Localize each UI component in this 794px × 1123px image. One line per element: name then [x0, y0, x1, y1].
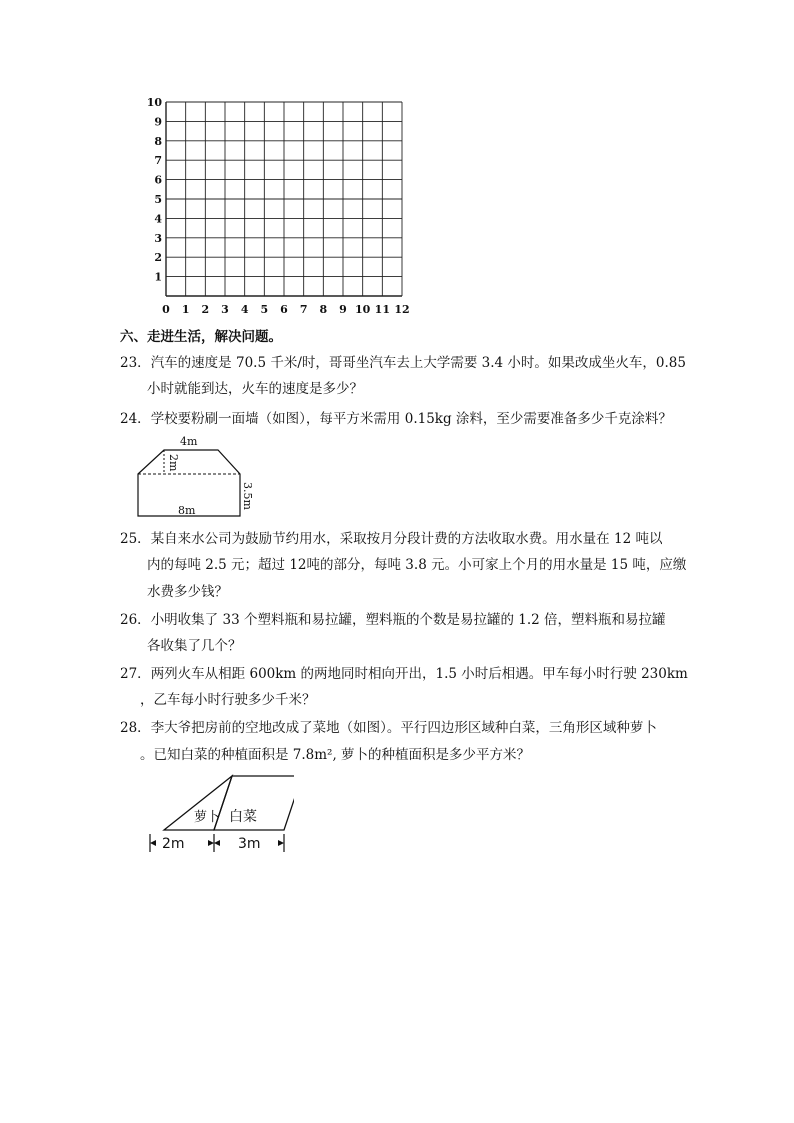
grid-x-label: 9: [339, 303, 347, 316]
grid-y-label: 8: [154, 134, 162, 148]
problem-25-number: 25．: [120, 531, 151, 547]
grid-x-label: 12: [394, 303, 410, 316]
problem-27-line-2: ，乙车每小时行驶多少千米？: [140, 692, 316, 708]
dim-arrow: [278, 840, 284, 846]
problem-23-line-2: 小时就能到达，火车的速度是多少？: [147, 381, 363, 397]
grid-y-label: 4: [154, 212, 162, 226]
grid-x-label: 5: [260, 303, 269, 316]
grid-y-label: 9: [154, 115, 162, 129]
grid-x-label: 8: [319, 303, 328, 316]
problem-28-line-1: 28．李大爷把房前的空地改成了菜地（如图）。平行四边形区域种白菜，三角形区域种萝卜: [120, 720, 657, 736]
grid-x-label: 11: [374, 303, 390, 316]
grid-x-labels: [162, 303, 409, 316]
grid-y-label: 6: [154, 173, 162, 187]
problem-28-number: 28．: [120, 720, 151, 736]
wall-height-label: 2m: [167, 454, 180, 472]
grid-x-label: 10: [355, 303, 371, 316]
problem-23-line-1: 23．汽车的速度是 70.5 千米/时，哥哥坐汽车去上大学需要 3.4 小时。如果改成坐火车，0.85: [120, 355, 686, 371]
section-heading: 六、走进生活，解决问题。: [120, 329, 282, 345]
grid-y-labels: [147, 96, 163, 284]
problem-23-number: 23．: [120, 355, 151, 371]
grid-x-label: 6: [280, 303, 288, 316]
garden-right-dim: 3m: [238, 836, 261, 852]
problem-25-line-3: 水费多少钱？: [147, 584, 228, 600]
problem-27-line-1: 27．两列火车从相距 600km 的两地同时相向开出，1.5 小时后相遇。甲车每小时行驶 230km: [120, 666, 688, 682]
grid-x-label: 3: [221, 303, 229, 316]
grid-lines: [166, 102, 402, 296]
wall-top-label: 4m: [180, 435, 198, 448]
grid-y-label: 7: [154, 154, 162, 168]
garden-right-label: 白菜: [229, 809, 257, 825]
wall-side-label: 3.5m: [241, 482, 254, 510]
garden-left-dim: 2m: [162, 836, 185, 852]
wall-figure: [134, 430, 264, 520]
grid-x-label: 0: [162, 303, 170, 316]
grid-y-label: 10: [146, 96, 162, 109]
grid-x-label: 1: [181, 303, 190, 316]
problem-25-line-1: 25．某自来水公司为鼓励节约用水，采取按月分段计费的方法收取水费。用水量在 12 吨以: [120, 531, 663, 547]
grid-x-label: 7: [299, 303, 308, 316]
problem-27-number: 27．: [120, 666, 151, 682]
problem-26-line-2: 各收集了几个？: [147, 638, 242, 654]
grid-y-label: 2: [154, 251, 162, 265]
wall-bottom-label: 8m: [178, 504, 196, 517]
dim-arrow: [208, 840, 214, 846]
grid-x-label: 2: [201, 303, 210, 316]
grid-y-label: 5: [154, 193, 162, 206]
dim-arrow: [214, 840, 220, 846]
garden-figure: [144, 772, 294, 862]
dim-arrow: [150, 840, 156, 846]
coordinate-grid-figure: [140, 92, 410, 318]
problem-28-line-2: 。已知白菜的种植面积是 7.8m², 萝卜的种植面积是多少平方米？: [140, 747, 531, 763]
garden-left-label: 萝卜: [194, 810, 221, 825]
problem-26-line-1: 26．小明收集了 33 个塑料瓶和易拉罐，塑料瓶的个数是易拉罐的 1.2 倍，塑料瓶和易拉罐: [120, 612, 666, 628]
grid-y-label: 3: [154, 231, 162, 245]
grid-x-label: 4: [240, 303, 249, 316]
problem-25-line-2: 内的每吨 2.5 元；超过 12吨的部分，每吨 3.8 元。小可家上个月的用水量是 15 吨，应缴: [147, 557, 687, 573]
problem-24-line-1: 24．学校要粉刷一面墙（如图），每平方米需用 0.15kg 涂料，至少需要准备多少千克涂料？: [120, 411, 672, 427]
problem-26-number: 26．: [120, 612, 151, 628]
problem-24-number: 24．: [120, 411, 151, 427]
grid-y-label: 1: [154, 270, 162, 284]
